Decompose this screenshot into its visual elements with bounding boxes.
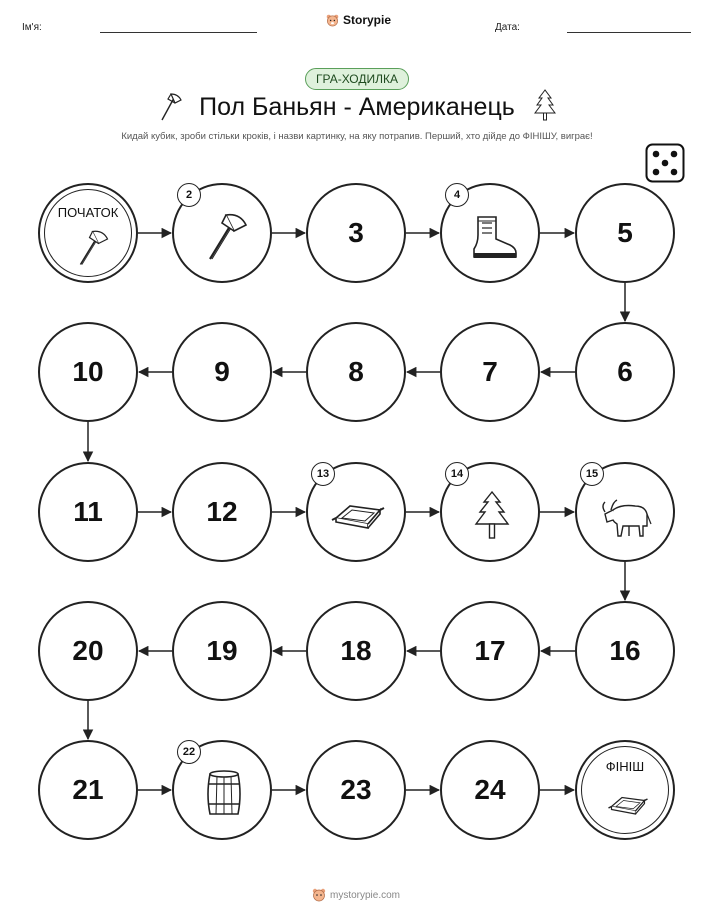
board-cell-17[interactable] [440, 601, 540, 701]
axe-icon [196, 209, 252, 265]
cell-number: 5 [617, 217, 633, 248]
date-line[interactable] [567, 32, 691, 33]
pine-tree-icon [532, 88, 558, 122]
storypie-bear-icon [312, 888, 326, 902]
brand-name: Storypie [343, 13, 392, 27]
board-cell-2[interactable] [172, 183, 272, 283]
page-title: Пол Баньян - Американець [199, 93, 515, 121]
board-cell-13[interactable] [306, 462, 406, 562]
board-cell-6[interactable] [575, 322, 675, 422]
board-cell-14[interactable] [440, 462, 540, 562]
cell-number-badge: 4 [445, 183, 469, 207]
board-cell-12[interactable] [172, 462, 272, 562]
barrel-icon [196, 766, 252, 822]
cell-number: 10 [72, 356, 104, 387]
axe-icon [70, 227, 112, 269]
board-cell-22[interactable] [172, 740, 272, 840]
board-cell-7[interactable] [440, 322, 540, 422]
cell-number: 11 [73, 496, 103, 527]
barrel-icon [196, 766, 252, 822]
cell-number-badge: 13 [311, 462, 335, 486]
board-cell-16[interactable] [575, 601, 675, 701]
cell-number: 16 [609, 635, 641, 666]
ox-icon [599, 488, 655, 544]
cell-number-badge: 15 [580, 462, 604, 486]
cell-number: 8 [348, 356, 364, 387]
cell-number: 3 [348, 217, 364, 248]
cell-number: 9 [214, 356, 230, 387]
cell-number: 12 [206, 496, 238, 527]
name-line[interactable] [100, 32, 257, 33]
board-cell-4[interactable] [440, 183, 540, 283]
cell-number: 20 [72, 635, 104, 666]
baking-pan-icon [330, 488, 386, 544]
board-cell-3[interactable] [306, 183, 406, 283]
cell-number-badge: 14 [445, 462, 469, 486]
date-label: Дата: [495, 22, 520, 33]
board-cell-8[interactable] [306, 322, 406, 422]
footer-url[interactable]: mystorypie.com [330, 889, 401, 901]
game-type-badge: ГРА-ХОДИЛКА [305, 68, 409, 90]
cell-number: 17 [474, 635, 506, 666]
board-cell-10[interactable] [38, 322, 138, 422]
board-cell-23[interactable] [306, 740, 406, 840]
baking-pan-icon [607, 784, 649, 826]
board-cell-11[interactable] [38, 462, 138, 562]
cell-number: 7 [482, 356, 498, 387]
pine-tree-icon [464, 488, 520, 544]
cell-number-badge: 22 [177, 740, 201, 764]
cell-number: 23 [340, 774, 372, 805]
cell-number: 6 [617, 356, 633, 387]
board-cell-15[interactable] [575, 462, 675, 562]
cell-number: 19 [206, 635, 238, 666]
board-cell-20[interactable] [38, 601, 138, 701]
board-cell-21[interactable] [38, 740, 138, 840]
start-cell[interactable] [38, 183, 138, 283]
board-cell-9[interactable] [172, 322, 272, 422]
ox-icon [599, 488, 655, 544]
board-cell-24[interactable] [440, 740, 540, 840]
baking-pan-icon [607, 784, 649, 826]
boot-icon [464, 209, 520, 265]
dice-icon [645, 143, 685, 183]
start-label: ПОЧАТОК [57, 205, 119, 220]
cell-number: 24 [474, 774, 506, 805]
board-cell-19[interactable] [172, 601, 272, 701]
footer [312, 888, 400, 902]
boot-icon [464, 209, 520, 265]
brand-logo [326, 13, 391, 27]
cell-number-badge: 2 [177, 183, 201, 207]
finish-cell[interactable] [575, 740, 675, 840]
cell-number: 18 [340, 635, 372, 666]
cell-number: 21 [72, 774, 104, 805]
baking-pan-icon [330, 488, 386, 544]
name-label: Ім'я: [22, 22, 42, 33]
board-cell-18[interactable] [306, 601, 406, 701]
finish-label: ФІНІШ [605, 759, 645, 774]
axe-icon [70, 227, 112, 269]
pine-tree-icon [464, 488, 520, 544]
instructions: Кидай кубик, зроби стільки кроків, і назви картинку, на яку потрапив. Перший, хто дійде до ФІНІШУ, виграє! [121, 131, 593, 142]
board-cell-5[interactable] [575, 183, 675, 283]
axe-icon [196, 209, 252, 265]
storypie-bear-icon [326, 14, 339, 27]
